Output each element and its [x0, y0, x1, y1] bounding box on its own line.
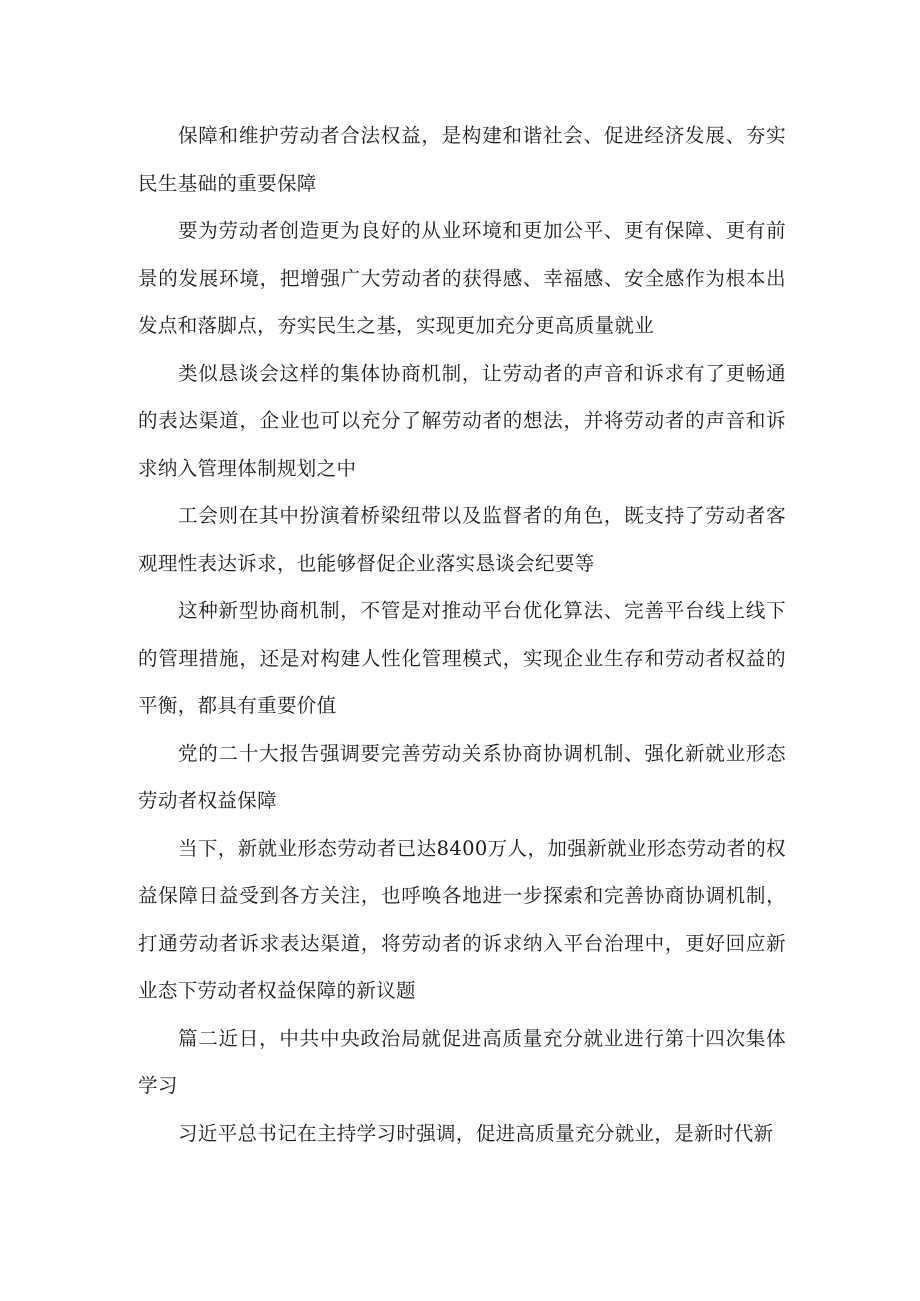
paragraph: 篇二近日，中共中央政治局就促进高质量充分就业进行第十四次集体学习 — [138, 1026, 786, 1097]
paragraph: 保障和维护劳动者合法权益，是构建和谐社会、促进经济发展、夯实民生基础的重要保障 — [138, 124, 786, 195]
paragraph: 当下，新就业形态劳动者已达8400万人，加强新就业形态劳动者的权益保障日益受到各方关注，也呼唤各地进一步探索和完善协商协调机制，打通劳动者诉求表达渠道，将劳动者的诉求纳入平台治理中，更好回应新业态下劳动者权益保障的新议题 — [138, 836, 786, 1002]
paragraph: 这种新型协商机制，不管是对推动平台优化算法、完善平台线上线下的管理措施，还是对构建人性化管理模式，实现企业生存和劳动者权益的平衡，都具有重要价值 — [138, 599, 786, 717]
paragraph: 党的二十大报告强调要完善劳动关系协商协调机制、强化新就业形态劳动者权益保障 — [138, 741, 786, 812]
paragraph: 工会则在其中扮演着桥梁纽带以及监督者的角色，既支持了劳动者客观理性表达诉求，也能够督促企业落实恳谈会纪要等 — [138, 504, 786, 575]
paragraph: 类似恳谈会这样的集体协商机制，让劳动者的声音和诉求有了更畅通的表达渠道，企业也可以充分了解劳动者的想法，并将劳动者的声音和诉求纳入管理体制规划之中 — [138, 361, 786, 480]
document-body — [138, 112, 786, 1157]
paragraph: 要为劳动者创造更为良好的从业环境和更加公平、更有保障、更有前景的发展环境，把增强广大劳动者的获得感、幸福感、安全感作为根本出发点和落脚点，夯实民生之基，实现更加充分更高质量就业 — [138, 219, 786, 337]
paragraph: 习近平总书记在主持学习时强调，促进高质量充分就业，是新时代新 — [178, 1121, 774, 1145]
